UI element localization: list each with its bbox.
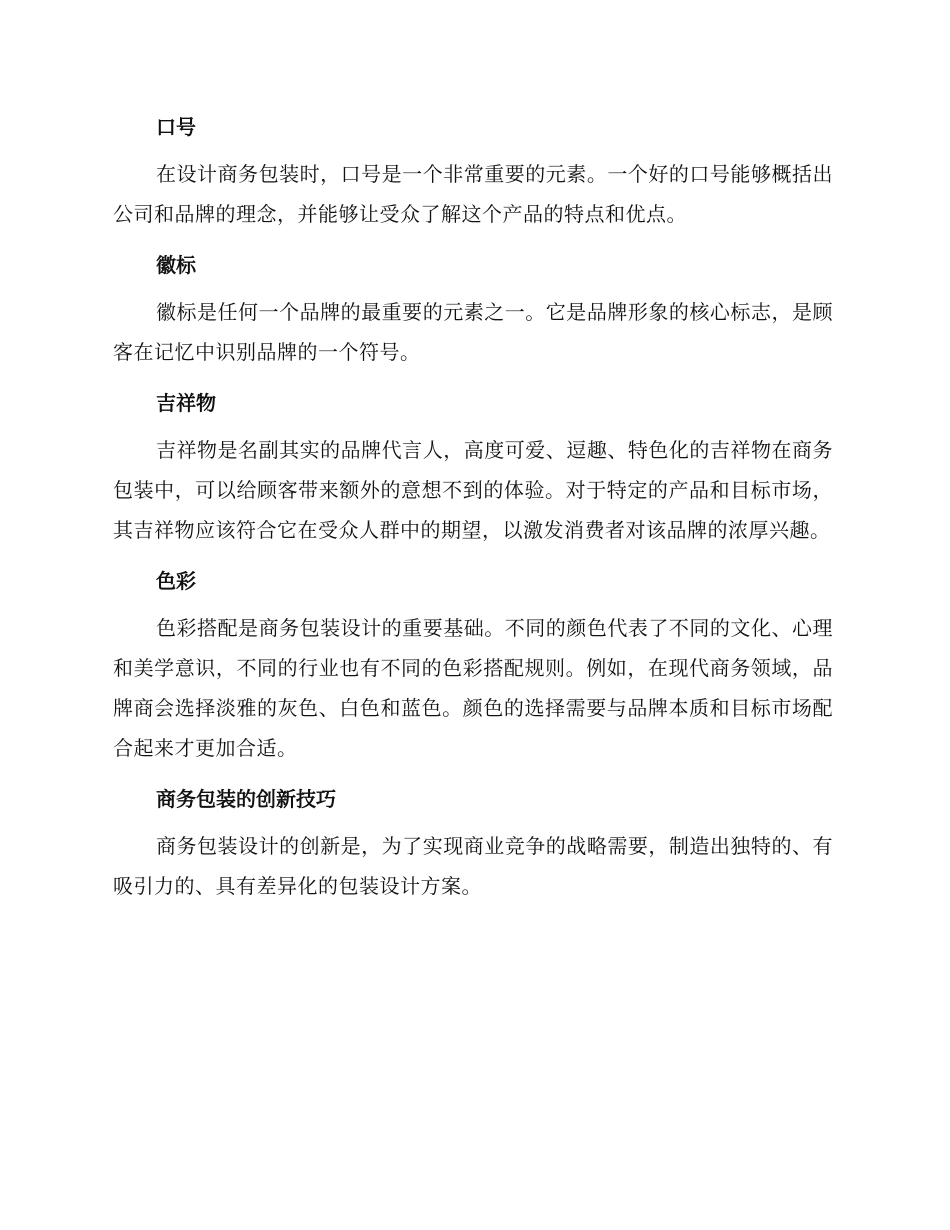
section-heading-logo: 徽标: [156, 253, 196, 277]
section-paragraph-innovation: 商务包装设计的创新是，为了实现商业竞争的战略需要，制造出独特的、有吸引力的、具有差异化的包装设计方案。: [113, 834, 833, 898]
section-paragraph-slogan: 在设计商务包装时，口号是一个非常重要的元素。一个好的口号能够概括出公司和品牌的理念，并能够让受众了解这个产品的特点和优点。: [113, 162, 833, 226]
section-paragraph-logo: 徽标是任何一个品牌的最重要的元素之一。它是品牌形象的核心标志，是顾客在记忆中识别品牌的一个符号。: [113, 300, 833, 364]
section-paragraph-mascot: 吉祥物是名副其实的品牌代言人，高度可爱、逗趣、特色化的吉祥物在商务包装中，可以给顾客带来额外的意想不到的体验。对于特定的产品和目标市场，其吉祥物应该符合它在受众人群中的期望，以激发消费者对该品牌的浓厚兴趣。: [113, 438, 833, 542]
section-paragraph-color: 色彩搭配是商务包装设计的重要基础。不同的颜色代表了不同的文化、心理和美学意识，不同的行业也有不同的色彩搭配规则。例如，在现代商务领域，品牌商会选择淡雅的灰色、白色和蓝色。颜色的选择需要与品牌本质和目标市场配合起来才更加合适。: [113, 616, 833, 760]
section-heading-mascot: 吉祥物: [156, 391, 216, 415]
section-heading-color: 色彩: [156, 569, 196, 593]
document-body: [113, 110, 833, 920]
section-heading-slogan: 口号: [156, 115, 196, 139]
section-heading-innovation: 商务包装的创新技巧: [156, 787, 336, 811]
